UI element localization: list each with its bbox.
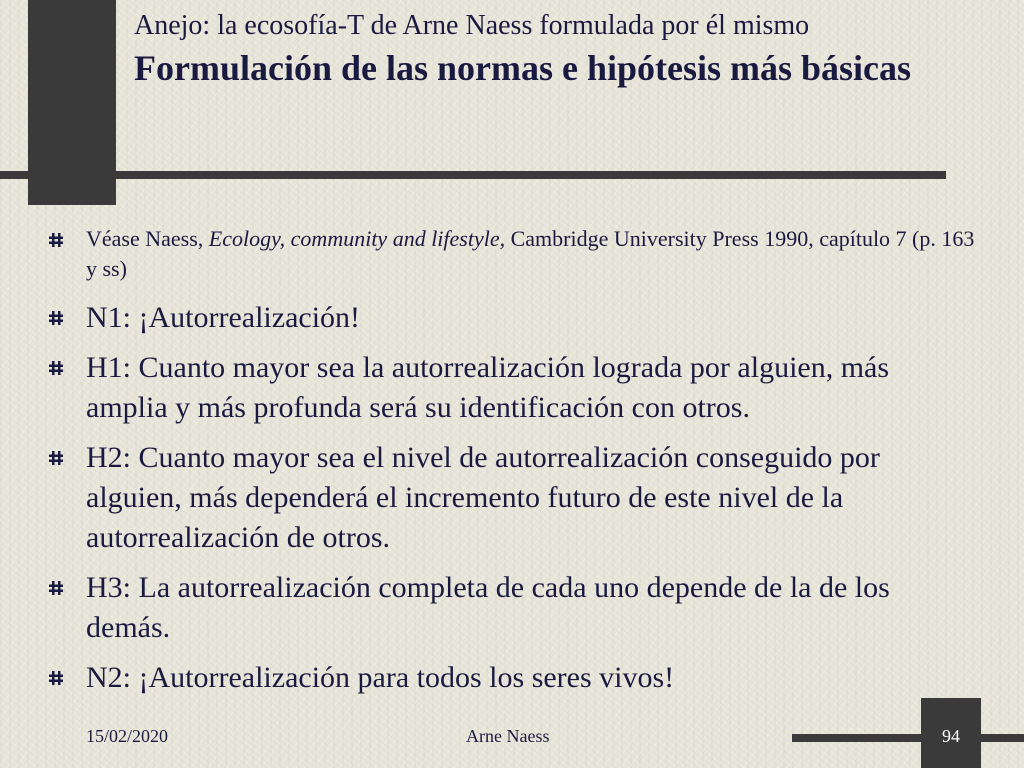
list-item: [48, 568, 978, 648]
list-item-text: H2: Cuanto mayor sea el nivel de autorrealización conseguido por alguien, más dependerá el incremento futuro de este nivel de la autorrealización de otros.: [86, 441, 880, 554]
list-item-text: N2: ¡Autorrealización para todos los seres vivos!: [86, 661, 675, 694]
reference-book-title: Ecology, community and lifestyle,: [208, 226, 506, 251]
reference-suffix: Cambridge University Press 1990, capítulo 7 (p. 163 y ss): [86, 226, 975, 281]
list-item: [48, 438, 978, 558]
list-item: [48, 658, 978, 698]
list-item: [48, 348, 978, 428]
hash-bullet-icon: [48, 450, 64, 466]
hash-bullet-icon: [48, 310, 64, 326]
page-number: 94: [942, 726, 960, 746]
reference-prefix: Véase Naess,: [86, 226, 209, 251]
footer-divider: [792, 734, 1024, 742]
slide-subtitle: Anejo: la ecosofía-T de Arne Naess formulada por él mismo: [134, 10, 810, 41]
list-item-text: N1: ¡Autorrealización!: [86, 301, 361, 334]
hash-bullet-icon: [48, 232, 64, 248]
title-divider: [0, 171, 946, 179]
footer-author: Arne Naess: [466, 726, 550, 746]
bullet-list: [48, 224, 978, 698]
slide-title: Formulación de las normas e hipótesis más básicas: [134, 48, 912, 88]
footer-date: 15/02/2020: [86, 726, 169, 746]
hash-bullet-icon: [48, 580, 64, 596]
title-area: [134, 8, 1004, 92]
hash-bullet-icon: [48, 360, 64, 376]
list-item-text: H1: Cuanto mayor sea la autorrealización lograda por alguien, más amplia y más profunda será su identificación con otros.: [86, 351, 890, 424]
list-item-text: H3: La autorrealización completa de cada uno depende de la de los demás.: [86, 571, 890, 644]
hash-bullet-icon: [48, 670, 64, 686]
list-item: [48, 298, 978, 338]
list-item-reference: [48, 224, 978, 284]
